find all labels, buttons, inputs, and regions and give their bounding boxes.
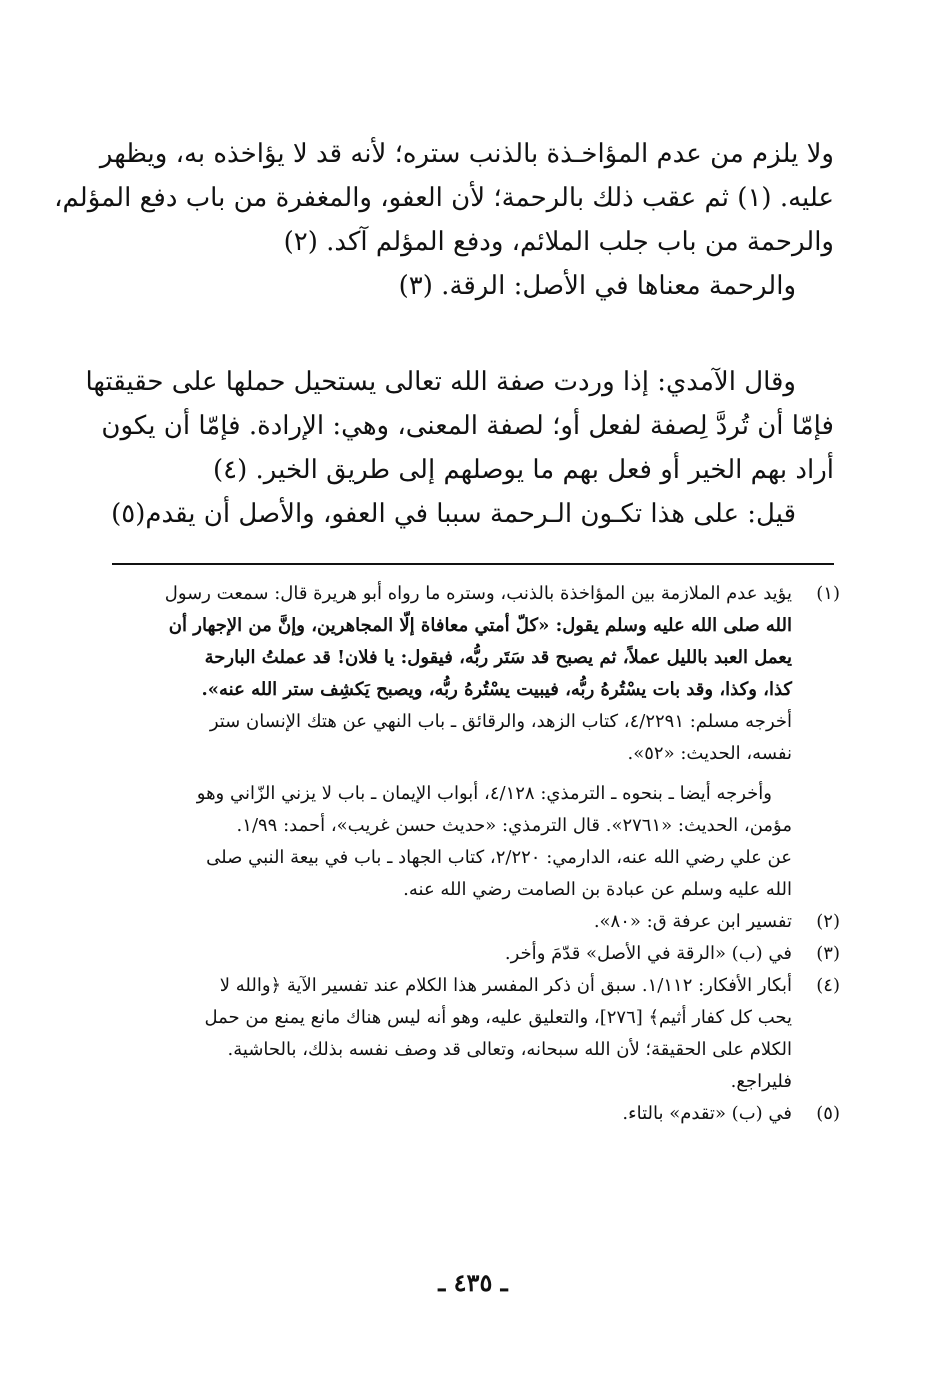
footnote-line: يعمل العبد بالليل عملاً، ثم يصبح قد سَتَر ربُّه، فيقول: يا فلان! قد عملتُ البارحة (204, 647, 792, 668)
footnote-line: فليراجع. (730, 1071, 792, 1092)
footnote-separator (112, 563, 834, 565)
footnote-number: (٥) (816, 1103, 840, 1124)
footnotes (110, 578, 840, 1130)
footnote-1 (110, 578, 840, 906)
main-line: وقال الآمدي: إذا وردت صفة الله تعالى يستحيل حملها على حقيقتها (85, 367, 796, 397)
footnote-line: أبكار الأفكار: ١/١١٢. سبق أن ذكر المفسر هذا الكلام عند تفسير الآية ﴿والله لا (219, 975, 792, 996)
footnote-3 (110, 938, 840, 970)
main-line: قيل: على هذا تكـون الـرحمة سببا في العفو، والأصل أن يقدم(٥) (111, 499, 796, 529)
main-line: عليه. (١) ثم عقب ذلك بالرحمة؛ لأن العفو، والمغفرة من باب دفع المؤلم، (54, 183, 834, 213)
footnote-line: عن علي رضي الله عنه، الدارمي: ٢/٢٢٠، كتاب الجهاد ـ باب في بيعة النبي صلى (206, 847, 792, 868)
main-line: ولا يلزم من عدم المؤاخـذة بالذنب ستره؛ لأنه قد لا يؤاخذه به، ويظهر (99, 139, 834, 169)
footnote-line: الكلام على الحقيقة؛ لأن الله سبحانه، وتعالى قد وصف نفسه بذلك، بالحاشية. (227, 1039, 792, 1060)
footnote-number: (٣) (816, 943, 840, 964)
footnote-line: يحب كل كفار أثيم﴾ [٢٧٦]، والتعليق عليه، وهو أنه ليس هناك مانع يمنع من حمل (204, 1007, 792, 1028)
footnote-line: نفسه، الحديث: «٥٢». (627, 743, 792, 764)
main-line: والرحمة من باب جلب الملائم، ودفع المؤلم آكد. (٢) (283, 227, 834, 257)
footnote-line: وأخرجه أيضا ـ بنحوه ـ الترمذي: ٤/١٢٨، أبواب الإيمان ـ باب لا يزني الزّاني وهو (196, 783, 772, 804)
footnote-number: (٤) (816, 975, 840, 996)
main-line: فإمّا أن تُردَّ لِصفة لفعل أو؛ لصفة المعنى، وهي: الإرادة. فإمّا أن يكون (101, 411, 834, 441)
footnote-line: في (ب) «الرقة في الأصل» قدّمَ وأخر. (504, 943, 792, 964)
footnote-line: مؤمن، الحديث: «٢٧٦١». قال الترمذي: «حديث حسن غريب»، أحمد: ١/٩٩. (236, 815, 792, 836)
footnote-line: أخرجه مسلم: ٤/٢٢٩١، كتاب الزهد، والرقائق ـ باب النهي عن هتك الإنسان ستر (209, 711, 792, 732)
footnote-line: كذا، وكذا، وقد بات يسْتُرهُ ربُّه، فيبيت يسْتُرهُ ربُّه، ويصبح يَكشِف ستر الله عنه». (201, 679, 792, 700)
main-line: أراد بهم الخير أو فعل بهم ما يوصلهم إلى طريق الخير. (٤) (212, 455, 834, 485)
footnote-line: الله عليه وسلم عن عبادة بن الصامت رضي الله عنه. (403, 879, 792, 900)
main-line: والرحمة معناها في الأصل: الرقة. (٣) (398, 271, 796, 301)
footnote-number: (١) (816, 583, 840, 604)
page-number: ـ ٤٣٥ ـ (438, 1268, 508, 1297)
footnote-2 (110, 906, 840, 938)
footnote-line: تفسير ابن عرفة ق: «٨٠». (593, 911, 792, 932)
footnote-number: (٢) (816, 911, 840, 932)
footnote-5 (110, 1098, 840, 1130)
footnote-line: في (ب) «تقدم» بالتاء. (622, 1103, 792, 1124)
footnote-4 (110, 970, 840, 1098)
footnote-line: يؤيد عدم الملازمة بين المؤاخذة بالذنب، وستره ما رواه أبو هريرة قال: سمعت رسول (164, 583, 792, 604)
footnote-line: الله صلى الله عليه وسلم يقول: «كلّ أمتي معافاة إلّا المجاهرين، وإنَّ من الإجهار أن (168, 615, 792, 636)
main-text (54, 132, 834, 536)
